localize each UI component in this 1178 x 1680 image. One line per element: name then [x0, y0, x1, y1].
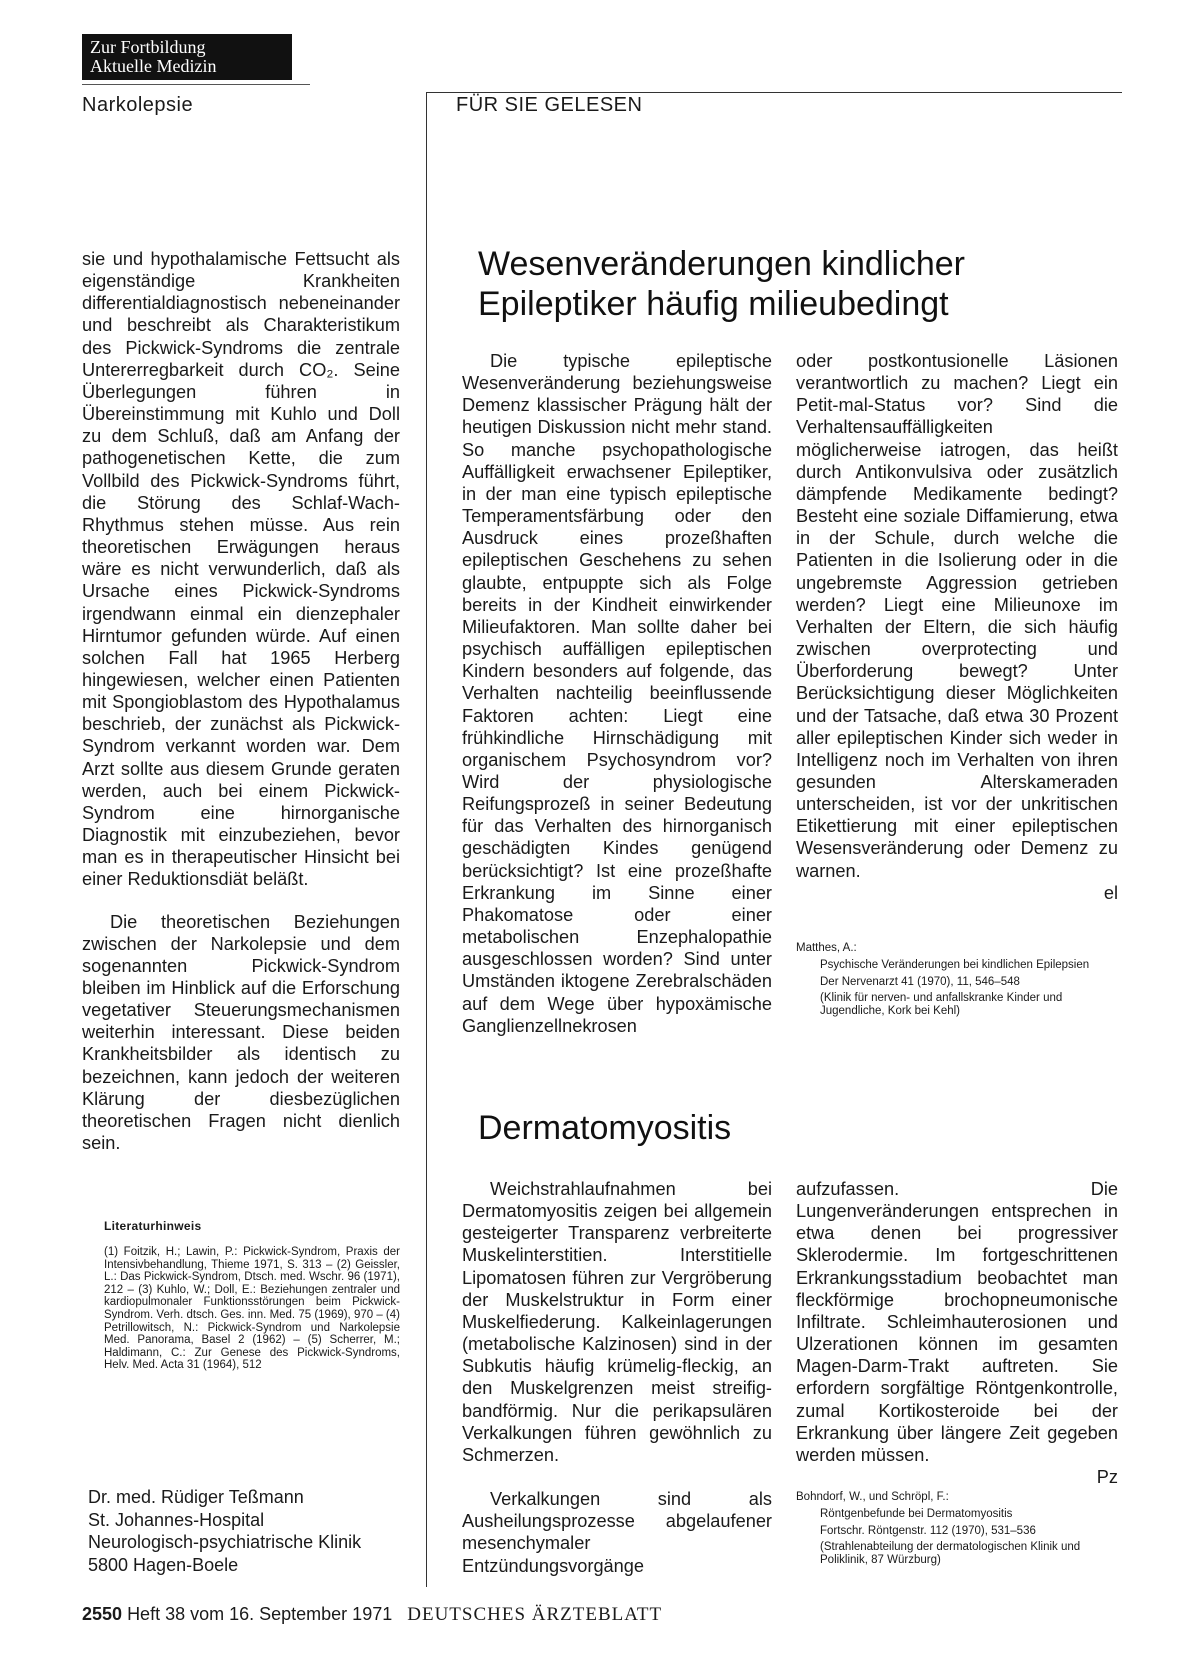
article1-citation-institution: (Klinik für nerven- und anfallskranke Kinder und Jugendliche, Kork bei Kehl): [820, 992, 1063, 1018]
author-city: 5800 Hagen-Boele: [88, 1554, 239, 1575]
left-section-label: Narkolepsie: [82, 94, 194, 116]
article2-text-1b: Verkalkungen sind als Ausheilungsprozesse abgelaufener mesenchymaler Entzündungsvorgänge: [462, 1489, 772, 1576]
author-block: [88, 1486, 418, 1576]
article2-signature: Pz: [1096, 1467, 1118, 1488]
top-rule-right: [426, 92, 1122, 93]
article1-citation-journal: Der Nervenarzt 41 (1970), 11, 546–548: [820, 975, 1020, 988]
article1-column-2: [796, 350, 1118, 904]
article2-headline: Dermatomyositis: [478, 1109, 732, 1147]
references-list: (1) Foitzik, H.; Lawin, P.: Pickwick-Syndrom, Praxis der Intensivbehandlung, Thieme 1971, S. 313 – (2) Geissler, L.: Das Pickwick-Syndrom, Dtsch. med. Wschr. 96 (1971), 212 – (3) Kuhlo, W.; Doll, E.: Beziehungen zentraler und kardiopulmonaler Funktionsstörungen beim Pickwick-Syndrom. Verh. dtsch. Ges. inn. Med. 75 (1969), 970 – (4) Petrillowitsch, N.: Pickwick-Syndrom und Narkolepsie Med. Panorama, Basel 2 (1962) – (5) Scherrer, M.; Haldimann, C.: Zur Genese des Pickwick-Syndroms, Helv. Med. Acta 31 (1964), 512: [104, 1246, 400, 1372]
article2-headline-box: [478, 1108, 1118, 1148]
article1-signature: el: [1103, 882, 1118, 903]
article2-column-1: [462, 1178, 772, 1577]
article1-headline-line-2: Epileptiker häufig milieubedingt: [478, 285, 949, 323]
page-footer: [82, 1604, 662, 1626]
article1-text-2: oder postkontusionelle Läsionen verantwortlich zu machen? Liegt ein Petit-mal-Status vor? Sind die Verhaltensauffälligkeiten möglicherweise iatrogen, das heißt durch Antikonvulsiva oder zusätzlich dämpfende Medikamente bedingt? Besteht eine soziale Diffamierung, etwa in der Schule, durch welche die Patienten in die Isolierung oder in die ungebremste Aggression getrieben werden? Liegt eine Milieunoxe im Verhalten der Eltern, die sich häufig zwischen overprotecting und Überforderung bewegt? Unter Berücksichtigung dieser Möglichkeiten und der Tatsache, daß etwa 30 Prozent aller epileptischen Kinder sich weder in Intelligenz noch im Verhalten von ihren gesunden Alterskameraden unterscheiden, ist vor der unkritischen Etikettierung mit einer epileptischen Wesensveränderung oder Demenz zu warnen.: [796, 351, 1118, 881]
journal-name: DEUTSCHES ÄRZTEBLATT: [407, 1604, 663, 1625]
right-section-label: FÜR SIE GELESEN: [456, 94, 643, 116]
author-hospital: St. Johannes-Hospital: [88, 1509, 265, 1530]
article1-headline-line-1: Wesenveränderungen kindlicher: [478, 245, 966, 283]
article2-column-2: [796, 1178, 1118, 1488]
issue-info: Heft 38 vom 16. September 1971: [127, 1604, 393, 1624]
badge-line-2: Aktuelle Medizin: [90, 56, 217, 76]
section-badge: [82, 34, 292, 80]
author-name: Dr. med. Rüdiger Teßmann: [88, 1487, 304, 1507]
column-divider: [426, 92, 427, 1587]
article2-citation-institution: (Strahlenabteilung der dermatologischen Klinik und Poliklinik, 87 Würzburg): [820, 1541, 1081, 1567]
left-paragraph-2: Die theoretischen Beziehungen zwischen der Narkolepsie und dem sogenannten Pickwick-Syndrom bleiben im Hinblick auf die Erforschung vegetativer Steuerungsmechanismen weiterhin interessant. Diese beiden Krankheitsbilder als identisch zu bezeichnen, kann jedoch der weiteren Klärung der diesbezüglichen theoretischen Fragen nicht dienlich sein.: [82, 911, 400, 1154]
article2-citation-journal: Fortschr. Röntgenstr. 112 (1970), 531–536: [820, 1524, 1036, 1537]
author-clinic: Neurologisch-psychiatrische Klinik: [88, 1532, 362, 1552]
article2-citation-author: Bohndorf, W., und Schröpl, F.:: [796, 1491, 949, 1503]
article1-citation: [796, 942, 1122, 1018]
article2-citation: [796, 1491, 1122, 1567]
article1-text-1: Die typische epileptische Wesenveränderung beziehungsweise Demenz klassischer Prägung hält der heutigen Diskussion nicht mehr stand. So manche psychopathologische Auffälligkeit erwachsener Epileptiker, in der man eine typisch epileptische Temperamentsfärbung oder den Ausdruck eines prozeßhaften epileptischen Geschehens zu sehen glaubte, entpuppte sich als Folge bereits in der Kindheit einwirkender Milieufaktoren. Man sollte daher bei psychisch auffälligen epileptischen Kindern besonders auf folgende, das Verhalten nachteilig beeinflussende Faktoren achten: Liegt eine frühkindliche Hirnschädigung mit organischem Psychosyndrom vor? Wird der physiologische Reifungsprozeß in seiner Bedeutung für das Verhalten des hirnorganisch geschädigten Kindes genügend berücksichtigt? Ist eine prozeßhafte Erkrankung im Sinne einer Phakomatose oder einer metabolischen Enzephalopathie ausgeschlossen worden? Sind unter Umständen iktogene Zerebralschäden auf dem Wege über hypoxämische Ganglienzellnekrosen: [462, 351, 772, 1036]
article1-citation-author: Matthes, A.:: [796, 942, 857, 954]
badge-line-1: Zur Fortbildung: [90, 37, 206, 57]
article1-citation-title: Psychische Veränderungen bei kindlichen Epilepsien: [820, 958, 1090, 971]
left-paragraph-1: sie und hypothalamische Fettsucht als eigenständige Krankheiten differentialdiagnostisch nebeneinander und beschreibt als Charakteristikum des Pickwick-Syndroms die zentrale Untererregbarkeit durch CO₂. Seine Überlegungen führen in Übereinstimmung mit Kuhlo und Doll zu dem Schluß, daß am Anfang der pathogenetischen Kette, die zum Vollbild des Pickwick-Syndroms führt, die Störung des Schlaf-Wach-Rhythmus stehen müsse. Aus rein theoretischen Erwägungen heraus wäre es nicht verwunderlich, daß als Ursache eines Pickwick-Syndroms irgendwann einmal ein dienzephaler Hirntumor gefunden würde. Auf einen solchen Fall hat 1965 Herberg hingewiesen, welcher einen Patienten mit Spongioblastom des Hypothalamus beschrieb, der zunächst als Pickwick-Syndrom verkannt worden war. Dem Arzt sollte aus diesem Grunde geraten werden, auch bei einem Pickwick-Syndrom eine hirnorganische Diagnostik mit einzubeziehen, bevor man es in therapeutischer Hinsicht bei einer Reduktionsdiät beläßt.: [82, 249, 400, 890]
article2-citation-title: Röntgenbefunde bei Dermatomyositis: [820, 1507, 1013, 1520]
article2-text-2: aufzufassen. Die Lungenveränderungen entsprechen in etwa denen bei progressiver Sklerodermie. Im fortgeschrittenen Erkrankungsstadium beobachtet man fleckförmige brochopneumonische Infiltrate. Schleimhauterosionen und Ulzerationen können im gesamten Magen-Darm-Trakt auftreten. Sie erfordern sorgfältige Röntgenkontrolle, zumal Kortikosteroide bei der Erkrankung über längere Zeit gegeben werden müssen.: [796, 1179, 1118, 1465]
article1-column-1: [462, 350, 772, 1037]
top-rule-left: [82, 84, 310, 85]
article1-headline: [478, 244, 1118, 324]
left-column: [82, 248, 400, 1154]
article2-text-1a: Weichstrahlaufnahmen bei Dermatomyositis zeigen bei allgemein gesteigerter Transparenz verbreiterte Muskelinterstitien. Interstitielle Lipomatosen führen zur Vergröberung der Muskelstruktur in Form einer Muskelfiederung. Kalkeinlagerungen (metabolische Kalzinosen) sind in der Subkutis häufig krümelig-fleckig, an den Muskelgrenzen meist streifig-bandförmig. Nur die perikapsulären Verkalkungen führen gewöhnlich zu Schmerzen.: [462, 1179, 772, 1465]
references-heading: Literaturhinweis: [104, 1219, 202, 1233]
page-number: 2550: [82, 1604, 123, 1624]
